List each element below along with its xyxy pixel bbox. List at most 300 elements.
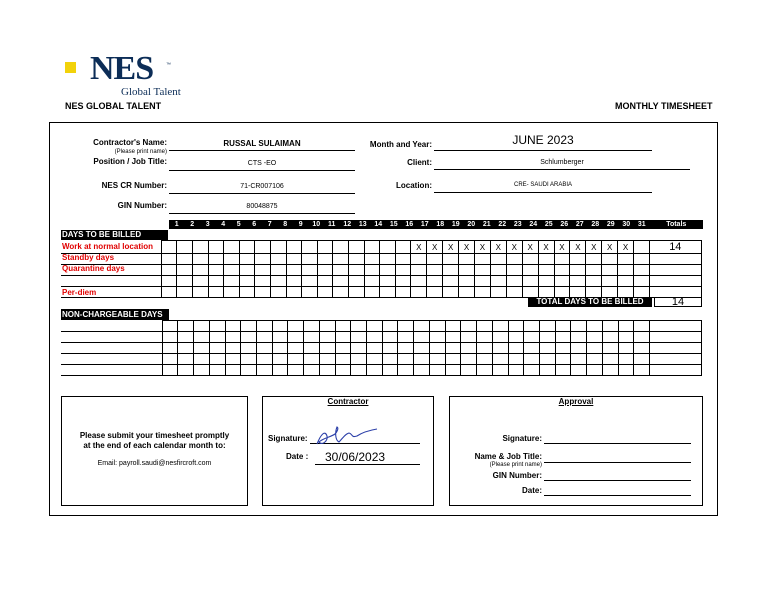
day-cell[interactable] — [602, 343, 618, 354]
day-cell[interactable] — [255, 254, 271, 265]
day-cell[interactable] — [411, 276, 427, 287]
day-cell[interactable] — [304, 343, 320, 354]
day-cell[interactable] — [225, 354, 241, 365]
day-cell[interactable] — [634, 265, 650, 276]
day-cell[interactable] — [398, 332, 414, 343]
day-cell[interactable] — [364, 265, 380, 276]
day-cell[interactable] — [570, 265, 586, 276]
day-cell[interactable] — [225, 343, 241, 354]
day-cell[interactable] — [459, 287, 475, 298]
day-cell[interactable] — [333, 241, 349, 254]
day-cell[interactable] — [555, 354, 571, 365]
day-cell[interactable] — [414, 321, 430, 332]
day-cell[interactable] — [351, 365, 367, 376]
day-cell[interactable] — [492, 332, 508, 343]
day-cell[interactable] — [398, 321, 414, 332]
day-cell[interactable] — [602, 287, 618, 298]
day-cell[interactable] — [490, 254, 506, 265]
day-cell[interactable] — [288, 332, 304, 343]
day-cell[interactable] — [348, 276, 364, 287]
day-cell[interactable] — [255, 287, 271, 298]
day-cell[interactable] — [522, 287, 538, 298]
day-cell[interactable]: X — [411, 241, 427, 254]
day-cell[interactable] — [445, 354, 461, 365]
day-cell[interactable] — [538, 287, 554, 298]
day-cell[interactable] — [304, 354, 320, 365]
day-cell[interactable] — [333, 254, 349, 265]
day-cell[interactable] — [225, 332, 241, 343]
day-cell[interactable] — [524, 321, 540, 332]
day-cell[interactable] — [209, 365, 225, 376]
day-cell[interactable] — [335, 332, 351, 343]
day-cell[interactable] — [618, 276, 634, 287]
gin-field[interactable] — [169, 201, 355, 214]
day-cell[interactable] — [477, 332, 493, 343]
day-cell[interactable] — [288, 343, 304, 354]
day-cell[interactable] — [225, 321, 241, 332]
day-cell[interactable] — [427, 287, 443, 298]
day-cell[interactable] — [414, 354, 430, 365]
day-cell[interactable] — [348, 287, 364, 298]
day-cell[interactable] — [162, 354, 178, 365]
approval-date-field[interactable] — [544, 483, 691, 496]
day-cell[interactable] — [193, 265, 209, 276]
day-cell[interactable] — [602, 321, 618, 332]
day-cell[interactable] — [367, 354, 383, 365]
day-cell[interactable] — [224, 287, 240, 298]
day-cell[interactable] — [443, 254, 459, 265]
day-cell[interactable] — [490, 265, 506, 276]
day-cell[interactable] — [539, 365, 555, 376]
day-cell[interactable] — [255, 265, 271, 276]
day-cell[interactable] — [634, 343, 650, 354]
crn-field[interactable] — [169, 181, 355, 194]
day-cell[interactable] — [429, 332, 445, 343]
day-cell[interactable] — [364, 287, 380, 298]
day-cell[interactable] — [162, 321, 178, 332]
day-cell[interactable] — [351, 343, 367, 354]
day-cell[interactable] — [554, 254, 570, 265]
day-cell[interactable] — [411, 287, 427, 298]
day-cell[interactable] — [272, 321, 288, 332]
day-cell[interactable] — [317, 276, 333, 287]
day-cell[interactable] — [257, 343, 273, 354]
day-cell[interactable] — [351, 321, 367, 332]
day-cell[interactable] — [302, 241, 318, 254]
day-cell[interactable] — [414, 343, 430, 354]
day-cell[interactable] — [586, 265, 602, 276]
day-cell[interactable]: X — [443, 241, 459, 254]
day-cell[interactable] — [194, 332, 210, 343]
day-cell[interactable] — [209, 354, 225, 365]
day-cell[interactable] — [524, 332, 540, 343]
day-cell[interactable] — [459, 265, 475, 276]
day-cell[interactable] — [414, 365, 430, 376]
day-cell[interactable] — [335, 321, 351, 332]
day-cell[interactable] — [571, 365, 587, 376]
day-cell[interactable] — [587, 321, 603, 332]
day-cell[interactable] — [459, 276, 475, 287]
day-cell[interactable] — [522, 254, 538, 265]
day-cell[interactable] — [539, 343, 555, 354]
day-cell[interactable] — [193, 287, 209, 298]
day-cell[interactable] — [459, 254, 475, 265]
day-cell[interactable] — [508, 354, 524, 365]
day-cell[interactable] — [333, 265, 349, 276]
day-cell[interactable] — [522, 276, 538, 287]
day-cell[interactable] — [286, 241, 302, 254]
day-cell[interactable] — [429, 354, 445, 365]
day-cell[interactable] — [571, 332, 587, 343]
day-cell[interactable] — [634, 287, 650, 298]
day-cell[interactable] — [302, 287, 318, 298]
day-cell[interactable] — [602, 365, 618, 376]
day-cell[interactable] — [538, 265, 554, 276]
day-cell[interactable] — [224, 241, 240, 254]
day-cell[interactable] — [429, 343, 445, 354]
day-cell[interactable]: X — [570, 241, 586, 254]
day-cell[interactable] — [348, 241, 364, 254]
day-cell[interactable] — [490, 287, 506, 298]
day-cell[interactable] — [286, 276, 302, 287]
day-cell[interactable] — [445, 321, 461, 332]
day-cell[interactable] — [208, 287, 224, 298]
day-cell[interactable] — [161, 254, 177, 265]
day-cell[interactable] — [445, 365, 461, 376]
day-cell[interactable] — [382, 354, 398, 365]
day-cell[interactable] — [162, 332, 178, 343]
day-cell[interactable] — [364, 276, 380, 287]
day-cell[interactable] — [587, 332, 603, 343]
day-cell[interactable] — [364, 254, 380, 265]
day-cell[interactable] — [317, 287, 333, 298]
day-cell[interactable] — [395, 276, 411, 287]
day-cell[interactable] — [193, 241, 209, 254]
day-cell[interactable] — [302, 254, 318, 265]
day-cell[interactable] — [241, 365, 257, 376]
day-cell[interactable] — [302, 265, 318, 276]
day-cell[interactable] — [474, 265, 490, 276]
day-cell[interactable] — [427, 254, 443, 265]
day-cell[interactable] — [319, 365, 335, 376]
day-cell[interactable] — [380, 265, 396, 276]
day-cell[interactable] — [257, 321, 273, 332]
day-cell[interactable] — [161, 241, 177, 254]
day-cell[interactable] — [398, 343, 414, 354]
day-cell[interactable] — [241, 343, 257, 354]
day-cell[interactable] — [429, 321, 445, 332]
day-cell[interactable] — [348, 265, 364, 276]
day-cell[interactable] — [539, 321, 555, 332]
day-cell[interactable] — [319, 354, 335, 365]
day-cell[interactable] — [302, 276, 318, 287]
day-cell[interactable] — [602, 332, 618, 343]
day-cell[interactable]: X — [490, 241, 506, 254]
day-cell[interactable] — [634, 332, 650, 343]
day-cell[interactable] — [618, 332, 634, 343]
day-cell[interactable] — [161, 276, 177, 287]
day-cell[interactable] — [634, 354, 650, 365]
day-cell[interactable] — [587, 354, 603, 365]
day-cell[interactable] — [241, 332, 257, 343]
day-cell[interactable] — [382, 343, 398, 354]
day-cell[interactable] — [555, 332, 571, 343]
day-cell[interactable]: X — [459, 241, 475, 254]
location-field[interactable] — [434, 180, 652, 193]
day-cell[interactable] — [177, 241, 193, 254]
day-cell[interactable] — [571, 321, 587, 332]
day-cell[interactable] — [634, 321, 650, 332]
day-cell[interactable] — [224, 254, 240, 265]
day-cell[interactable]: X — [538, 241, 554, 254]
day-cell[interactable] — [208, 254, 224, 265]
day-cell[interactable] — [443, 265, 459, 276]
day-cell[interactable] — [364, 241, 380, 254]
day-cell[interactable] — [208, 241, 224, 254]
day-cell[interactable] — [508, 321, 524, 332]
day-cell[interactable] — [239, 276, 255, 287]
day-cell[interactable]: X — [506, 241, 522, 254]
day-cell[interactable] — [587, 343, 603, 354]
day-cell[interactable] — [286, 265, 302, 276]
day-cell[interactable] — [208, 265, 224, 276]
day-cell[interactable] — [570, 276, 586, 287]
day-cell[interactable] — [554, 265, 570, 276]
day-cell[interactable] — [382, 332, 398, 343]
day-cell[interactable]: X — [427, 241, 443, 254]
day-cell[interactable]: X — [474, 241, 490, 254]
day-cell[interactable] — [443, 276, 459, 287]
day-cell[interactable] — [271, 265, 287, 276]
day-cell[interactable] — [461, 343, 477, 354]
contractor-date-field[interactable] — [315, 450, 420, 465]
day-cell[interactable] — [539, 332, 555, 343]
day-cell[interactable] — [162, 343, 178, 354]
day-cell[interactable] — [477, 354, 493, 365]
day-cell[interactable] — [239, 241, 255, 254]
day-cell[interactable] — [395, 265, 411, 276]
day-cell[interactable] — [239, 265, 255, 276]
day-cell[interactable] — [618, 365, 634, 376]
day-cell[interactable] — [395, 241, 411, 254]
day-cell[interactable] — [178, 343, 194, 354]
day-cell[interactable] — [286, 254, 302, 265]
day-cell[interactable] — [209, 332, 225, 343]
day-cell[interactable] — [461, 332, 477, 343]
day-cell[interactable] — [474, 276, 490, 287]
day-cell[interactable] — [193, 276, 209, 287]
day-cell[interactable] — [395, 287, 411, 298]
client-field[interactable] — [434, 157, 690, 170]
day-cell[interactable] — [477, 365, 493, 376]
day-cell[interactable] — [288, 354, 304, 365]
day-cell[interactable] — [554, 287, 570, 298]
day-cell[interactable] — [194, 343, 210, 354]
day-cell[interactable] — [618, 343, 634, 354]
day-cell[interactable]: X — [554, 241, 570, 254]
day-cell[interactable] — [239, 254, 255, 265]
day-cell[interactable] — [571, 354, 587, 365]
day-cell[interactable] — [367, 332, 383, 343]
approval-signature-field[interactable] — [544, 431, 691, 444]
day-cell[interactable] — [524, 365, 540, 376]
day-cell[interactable] — [271, 287, 287, 298]
day-cell[interactable] — [257, 365, 273, 376]
day-cell[interactable] — [241, 321, 257, 332]
day-cell[interactable] — [335, 343, 351, 354]
day-cell[interactable] — [570, 287, 586, 298]
day-cell[interactable] — [618, 287, 634, 298]
day-cell[interactable] — [586, 287, 602, 298]
day-cell[interactable] — [257, 332, 273, 343]
day-cell[interactable] — [634, 241, 650, 254]
day-cell[interactable] — [194, 354, 210, 365]
day-cell[interactable] — [618, 354, 634, 365]
day-cell[interactable] — [618, 254, 634, 265]
day-cell[interactable] — [587, 365, 603, 376]
day-cell[interactable] — [317, 254, 333, 265]
day-cell[interactable] — [162, 365, 178, 376]
day-cell[interactable] — [492, 321, 508, 332]
day-cell[interactable] — [161, 287, 177, 298]
day-cell[interactable] — [272, 354, 288, 365]
day-cell[interactable] — [411, 265, 427, 276]
day-cell[interactable] — [427, 276, 443, 287]
day-cell[interactable] — [193, 254, 209, 265]
day-cell[interactable] — [317, 265, 333, 276]
day-cell[interactable] — [335, 354, 351, 365]
day-cell[interactable] — [429, 365, 445, 376]
day-cell[interactable] — [461, 321, 477, 332]
day-cell[interactable] — [571, 343, 587, 354]
day-cell[interactable] — [225, 365, 241, 376]
day-cell[interactable] — [178, 332, 194, 343]
day-cell[interactable] — [445, 343, 461, 354]
day-cell[interactable] — [414, 332, 430, 343]
day-cell[interactable] — [634, 276, 650, 287]
day-cell[interactable] — [288, 321, 304, 332]
day-cell[interactable] — [508, 332, 524, 343]
day-cell[interactable] — [380, 276, 396, 287]
day-cell[interactable] — [490, 276, 506, 287]
day-cell[interactable] — [508, 365, 524, 376]
day-cell[interactable] — [474, 254, 490, 265]
contractor-name-field[interactable] — [169, 139, 355, 151]
day-cell[interactable] — [319, 321, 335, 332]
day-cell[interactable] — [461, 365, 477, 376]
day-cell[interactable] — [492, 365, 508, 376]
day-cell[interactable] — [506, 265, 522, 276]
day-cell[interactable] — [224, 276, 240, 287]
day-cell[interactable] — [194, 365, 210, 376]
day-cell[interactable] — [209, 343, 225, 354]
day-cell[interactable] — [304, 321, 320, 332]
day-cell[interactable] — [380, 241, 396, 254]
day-cell[interactable] — [177, 254, 193, 265]
day-cell[interactable] — [319, 332, 335, 343]
day-cell[interactable] — [634, 365, 650, 376]
day-cell[interactable] — [319, 343, 335, 354]
day-cell[interactable] — [351, 354, 367, 365]
day-cell[interactable] — [538, 254, 554, 265]
day-cell[interactable] — [570, 254, 586, 265]
day-cell[interactable] — [443, 287, 459, 298]
day-cell[interactable] — [602, 354, 618, 365]
approval-gin-field[interactable] — [544, 468, 691, 481]
day-cell[interactable] — [239, 287, 255, 298]
day-cell[interactable] — [304, 332, 320, 343]
day-cell[interactable] — [602, 276, 618, 287]
day-cell[interactable] — [255, 241, 271, 254]
day-cell[interactable] — [255, 276, 271, 287]
day-cell[interactable] — [618, 321, 634, 332]
day-cell[interactable] — [506, 276, 522, 287]
day-cell[interactable] — [508, 343, 524, 354]
day-cell[interactable]: X — [618, 241, 634, 254]
approval-name-field[interactable] — [544, 450, 691, 463]
day-cell[interactable] — [634, 254, 650, 265]
day-cell[interactable] — [333, 287, 349, 298]
day-cell[interactable] — [209, 321, 225, 332]
day-cell[interactable] — [586, 276, 602, 287]
position-field[interactable] — [169, 157, 355, 171]
day-cell[interactable] — [224, 265, 240, 276]
day-cell[interactable] — [177, 287, 193, 298]
day-cell[interactable] — [474, 287, 490, 298]
day-cell[interactable] — [554, 276, 570, 287]
day-cell[interactable] — [272, 343, 288, 354]
day-cell[interactable] — [586, 254, 602, 265]
day-cell[interactable] — [317, 241, 333, 254]
day-cell[interactable] — [367, 321, 383, 332]
day-cell[interactable] — [271, 254, 287, 265]
day-cell[interactable] — [178, 365, 194, 376]
day-cell[interactable] — [492, 354, 508, 365]
day-cell[interactable] — [602, 265, 618, 276]
day-cell[interactable] — [272, 365, 288, 376]
day-cell[interactable]: X — [522, 241, 538, 254]
day-cell[interactable] — [445, 332, 461, 343]
day-cell[interactable] — [427, 265, 443, 276]
day-cell[interactable] — [161, 265, 177, 276]
day-cell[interactable] — [382, 321, 398, 332]
day-cell[interactable] — [271, 276, 287, 287]
day-cell[interactable] — [304, 365, 320, 376]
day-cell[interactable] — [555, 365, 571, 376]
day-cell[interactable] — [286, 287, 302, 298]
payroll-email[interactable]: Email: payroll.saudi@nesfircroft.com — [97, 460, 212, 467]
day-cell[interactable] — [602, 254, 618, 265]
day-cell[interactable] — [380, 254, 396, 265]
day-cell[interactable] — [477, 343, 493, 354]
day-cell[interactable] — [257, 354, 273, 365]
day-cell[interactable] — [178, 354, 194, 365]
day-cell[interactable] — [538, 276, 554, 287]
day-cell[interactable] — [524, 354, 540, 365]
day-cell[interactable] — [477, 321, 493, 332]
day-cell[interactable] — [177, 265, 193, 276]
day-cell[interactable] — [178, 321, 194, 332]
day-cell[interactable] — [367, 365, 383, 376]
day-cell[interactable] — [506, 254, 522, 265]
day-cell[interactable] — [398, 354, 414, 365]
day-cell[interactable] — [271, 241, 287, 254]
day-cell[interactable] — [539, 354, 555, 365]
day-cell[interactable] — [411, 254, 427, 265]
day-cell[interactable] — [333, 276, 349, 287]
day-cell[interactable] — [241, 354, 257, 365]
day-cell[interactable] — [288, 365, 304, 376]
